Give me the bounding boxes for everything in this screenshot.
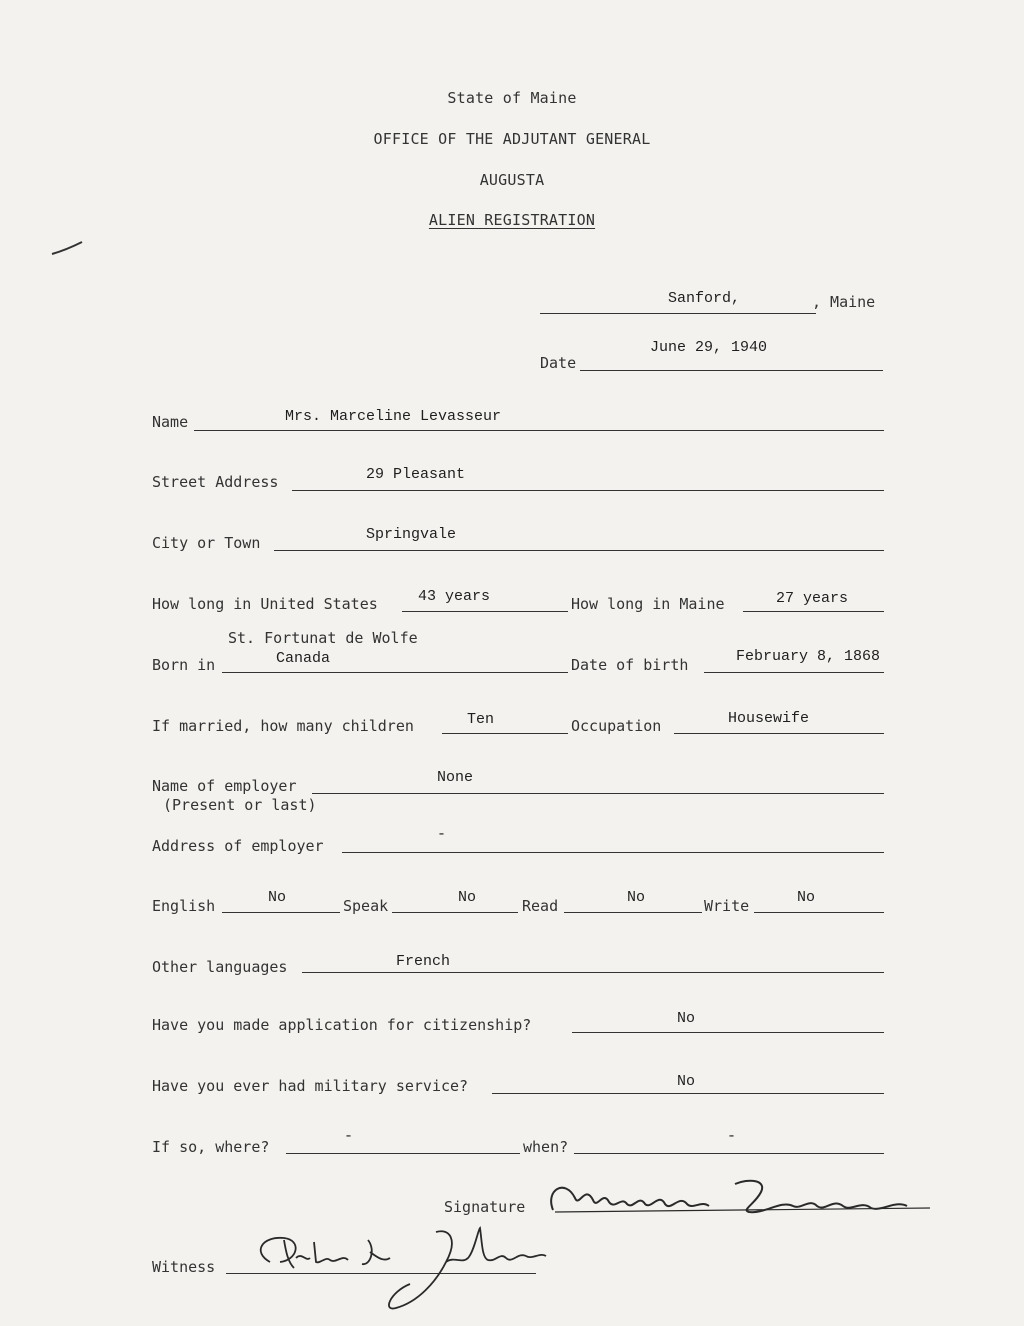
where-label: If so, where? xyxy=(152,1138,270,1156)
children-value: Ten xyxy=(467,711,495,728)
military-label: Have you ever had military service? xyxy=(152,1077,469,1095)
dob-line xyxy=(704,672,884,673)
place-town-value: Sanford, xyxy=(668,290,741,307)
street-line xyxy=(292,490,884,491)
born-place-line2: Canada xyxy=(276,650,331,667)
us-label: How long in United States xyxy=(152,595,378,613)
citizenship-value: No xyxy=(677,1010,696,1027)
citizenship-line xyxy=(572,1032,884,1033)
city-value: Springvale xyxy=(366,526,457,543)
signature-label: Signature xyxy=(444,1198,526,1216)
witness-handwriting xyxy=(250,1222,550,1322)
languages-value: French xyxy=(396,953,451,970)
date-value: June 29, 1940 xyxy=(650,339,768,356)
date-line xyxy=(580,370,883,371)
write-value: No xyxy=(797,889,816,906)
form-title: ALIEN REGISTRATION xyxy=(428,211,596,229)
us-line xyxy=(402,611,568,612)
languages-line xyxy=(302,972,884,973)
when-line xyxy=(574,1153,884,1154)
write-line xyxy=(754,912,884,913)
employer-sublabel: (Present or last) xyxy=(163,796,317,814)
employer-address-value: - xyxy=(437,826,447,843)
speak-value: No xyxy=(458,889,477,906)
place-state-label: , Maine xyxy=(812,293,876,311)
occupation-label: Occupation xyxy=(571,717,662,735)
when-value: - xyxy=(727,1128,737,1145)
employer-label: Name of employer xyxy=(152,777,297,795)
header-city: AUGUSTA xyxy=(479,171,545,189)
born-place-line1: St. Fortunat de Wolfe xyxy=(228,629,418,647)
header-office: OFFICE OF THE ADJUTANT GENERAL xyxy=(373,130,651,148)
employer-address-label: Address of employer xyxy=(152,837,324,855)
maine-line xyxy=(743,611,884,612)
city-label: City or Town xyxy=(152,534,261,552)
name-line xyxy=(194,430,884,431)
place-line xyxy=(540,313,816,314)
when-label: when? xyxy=(523,1138,569,1156)
signature-handwriting xyxy=(535,1170,935,1220)
us-value: 43 years xyxy=(418,588,491,605)
date-label: Date xyxy=(540,354,577,372)
occupation-line xyxy=(674,733,884,734)
street-value: 29 Pleasant xyxy=(366,466,466,483)
read-line xyxy=(564,912,702,913)
speak-line xyxy=(392,912,518,913)
children-line xyxy=(442,733,568,734)
military-line xyxy=(492,1093,884,1094)
languages-label: Other languages xyxy=(152,958,288,976)
dob-label: Date of birth xyxy=(571,656,689,674)
employer-value: None xyxy=(437,769,474,786)
born-label: Born in xyxy=(152,656,216,674)
street-label: Street Address xyxy=(152,473,279,491)
maine-value: 27 years xyxy=(776,590,849,607)
where-line xyxy=(286,1153,520,1154)
children-label: If married, how many children xyxy=(152,717,414,735)
name-value: Mrs. Marceline Levasseur xyxy=(285,408,502,425)
employer-line xyxy=(312,793,884,794)
name-label: Name xyxy=(152,413,189,431)
header-state: State of Maine xyxy=(447,89,577,107)
english-value: No xyxy=(268,889,287,906)
where-value: - xyxy=(344,1128,354,1145)
citizenship-label: Have you made application for citizenship? xyxy=(152,1016,532,1034)
military-value: No xyxy=(677,1073,696,1090)
occupation-value: Housewife xyxy=(728,710,810,727)
pen-mark xyxy=(48,238,88,260)
speak-label: Speak xyxy=(343,897,389,915)
dob-value: February 8, 1868 xyxy=(736,648,881,665)
employer-address-line xyxy=(342,852,884,853)
write-label: Write xyxy=(704,897,750,915)
read-label: Read xyxy=(522,897,559,915)
read-value: No xyxy=(627,889,646,906)
maine-label: How long in Maine xyxy=(571,595,725,613)
english-line xyxy=(222,912,340,913)
city-line xyxy=(274,550,884,551)
witness-label: Witness xyxy=(152,1258,216,1276)
english-label: English xyxy=(152,897,216,915)
born-line xyxy=(222,672,568,673)
